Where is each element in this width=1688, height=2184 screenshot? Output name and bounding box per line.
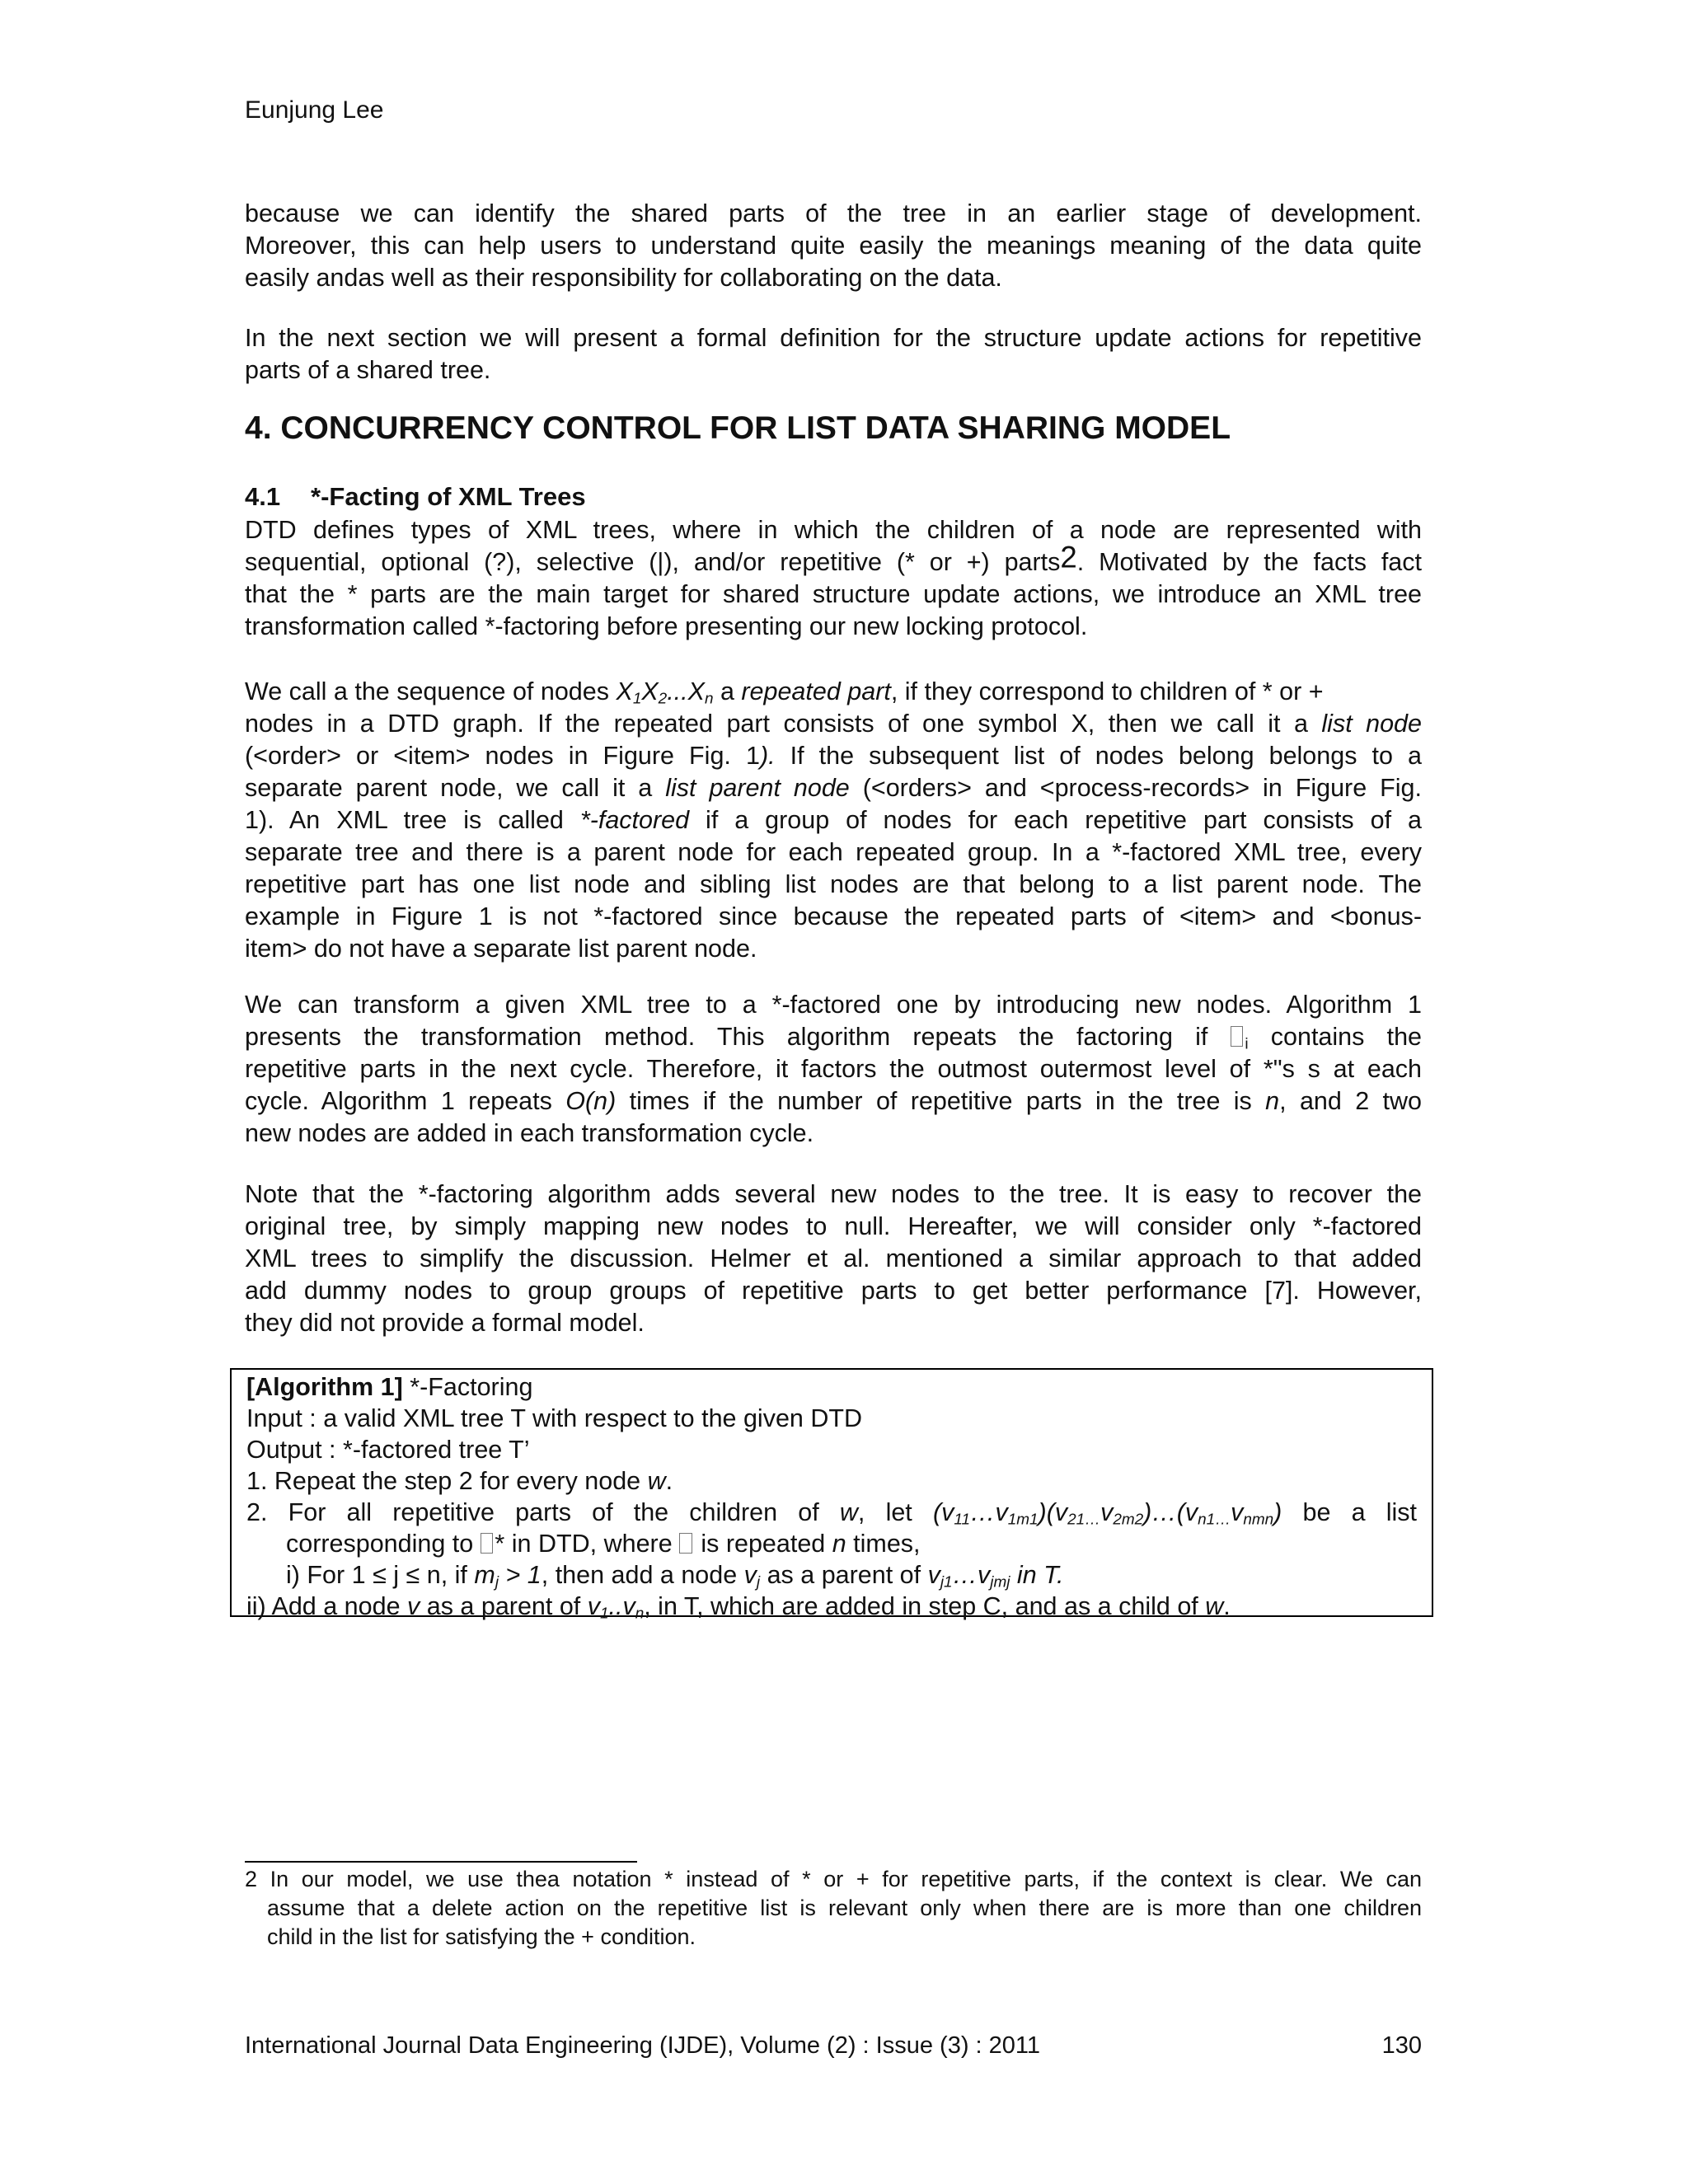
text-line: transformation called *-factoring before presenting our new locking protocol.	[245, 612, 1088, 640]
text-line: XML trees to simplify the discussion. Helmer et al. mentioned a similar approach to that added	[245, 1244, 1422, 1272]
footnote	[245, 1865, 1422, 1952]
paragraph-next-section	[245, 322, 1422, 387]
page-number: 130	[1381, 2032, 1422, 2059]
paragraph-note	[245, 1179, 1422, 1339]
subsection-title: *-Facting of XML Trees	[311, 482, 586, 511]
text-line: add dummy nodes to group groups of repetitive parts to get better performance [7]. However,	[245, 1277, 1422, 1305]
missing-glyph-icon	[679, 1533, 692, 1554]
text-line: parts of a shared tree.	[245, 356, 491, 384]
journal-citation: International Journal Data Engineering (IJDE), Volume (2) : Issue (3) : 2011	[245, 2032, 1041, 2059]
text-line: DTD defines types of XML trees, where in which the children of a node are represented with	[245, 516, 1422, 544]
algorithm-title: [Algorithm 1] *-Factoring	[246, 1373, 533, 1401]
algorithm-substep-ii: ii) Add a node v as a parent of $v_1..v_n$, in T, which are added in step C, and as a child of w.	[246, 1592, 1231, 1623]
paragraph-dtd	[245, 514, 1422, 643]
text-line: In the next section we will present a formal definition for the structure update actions for repetitive	[245, 324, 1422, 352]
footnote-ref: 2	[1060, 540, 1077, 574]
subsection-number: 4.1	[245, 482, 281, 511]
algorithm-step-2: 2. For all repetitive parts of the children of w, let $(v_{11}\dots v_{1m1})(v_{21\dots}v_{2m2})\dots(v_{n1\dots}v_{nmn})$ be a list	[246, 1498, 1417, 1529]
footnote-divider	[245, 1861, 637, 1863]
subsection-heading	[245, 482, 586, 512]
text-line: We can transform a given XML tree to a *-factored one by introducing new nodes. Algorithm 1	[245, 991, 1422, 1019]
paragraph-intro	[245, 198, 1422, 294]
text-line: (<order> or <item> nodes in Figure Fig. 1). If the subsequent list of nodes belong belongs to a	[245, 742, 1422, 770]
text-line: that the * parts are the main target for shared structure update actions, we introduce an XML tree	[245, 580, 1422, 608]
paragraph-transform	[245, 989, 1422, 1150]
missing-glyph-icon	[481, 1533, 494, 1554]
text-line: Moreover, this can help users to understand quite easily the meanings meaning of the data quite	[245, 232, 1422, 260]
text-line: 1). An XML tree is called *-factored if a group of nodes for each repetitive part consists of a	[245, 806, 1422, 834]
text-line: because we can identify the shared parts of the tree in an earlier stage of development.	[245, 199, 1422, 227]
text-line: Note that the *-factoring algorithm adds several new nodes to the tree. It is easy to recover the	[245, 1180, 1422, 1208]
text-line: they did not provide a formal model.	[245, 1309, 645, 1337]
algorithm-output: Output : *-factored tree T’	[246, 1436, 530, 1464]
text-line: cycle. Algorithm 1 repeats O(n) times if the number of repetitive parts in the tree is n, and 2 two	[245, 1087, 1422, 1115]
footnote-line: assume that a delete action on the repetitive list is relevant only when there are is more than one children	[267, 1896, 1422, 1920]
text-line: separate tree and there is a parent node for each repeated group. In a *-factored XML tree, every	[245, 838, 1422, 866]
text-line: sequential, optional (?), selective (|), and/or repetitive (* or +) parts$^2$. Motivated by the facts fact	[245, 540, 1422, 576]
text-line: easily andas well as their responsibility for collaborating on the data.	[245, 264, 1002, 292]
algorithm-input: Input : a valid XML tree T with respect to the given DTD	[246, 1404, 863, 1432]
algorithm-substep-i: i) For 1 ≤ j ≤ n, if $m_j > 1$, then add a node $v_j$ as a parent of $v_{j1}\dots v_{jmj}$ in T.	[286, 1561, 1064, 1591]
text-line: repetitive part has one list node and sibling list nodes are that belong to a list parent node. The	[245, 870, 1422, 898]
text-line: original tree, by simply mapping new nodes to null. Hereafter, we will consider only *-factored	[245, 1212, 1422, 1240]
algorithm-step-1: 1. Repeat the step 2 for every node w.	[246, 1467, 673, 1495]
algorithm-box	[230, 1368, 1433, 1623]
text-line: We call a the sequence of nodes $X_1X_2...X_n$ a repeated part, if they correspond to children of * or +	[245, 677, 1324, 708]
section-heading: 4. CONCURRENCY CONTROL FOR LIST DATA SHARING MODEL	[245, 410, 1231, 446]
text-line: nodes in a DTD graph. If the repeated part consists of one symbol X, then we call it a list node	[245, 710, 1422, 738]
footnote-line: child in the list for satisfying the + condition.	[267, 1924, 696, 1949]
algorithm-step-2-continued: corresponding to * in DTD, where is repeated n times,	[286, 1530, 921, 1558]
paragraph-repeated-part	[245, 676, 1422, 965]
text-line: repetitive parts in the next cycle. Therefore, it factors the outmost outermost level of *"s s at each	[245, 1055, 1422, 1083]
text-line: separate parent node, we call it a list parent node (<orders> and <process-records> in Figure Fig.	[245, 774, 1422, 802]
text-line: example in Figure 1 is not *-factored since because the repeated parts of <item> and <bonus-	[245, 902, 1422, 930]
running-header-author: Eunjung Lee	[245, 96, 384, 124]
page-footer	[245, 2032, 1422, 2060]
footnote-line: 2 In our model, we use thea notation * instead of * or + for repetitive parts, if the context is clear. We can	[245, 1867, 1422, 1891]
text-line: item> do not have a separate list parent node.	[245, 935, 757, 963]
text-line: new nodes are added in each transformation cycle.	[245, 1119, 814, 1147]
text-line: presents the transformation method. This algorithm repeats the factoring if $_i$ contains the	[245, 1023, 1422, 1053]
missing-glyph-icon	[1231, 1026, 1244, 1047]
